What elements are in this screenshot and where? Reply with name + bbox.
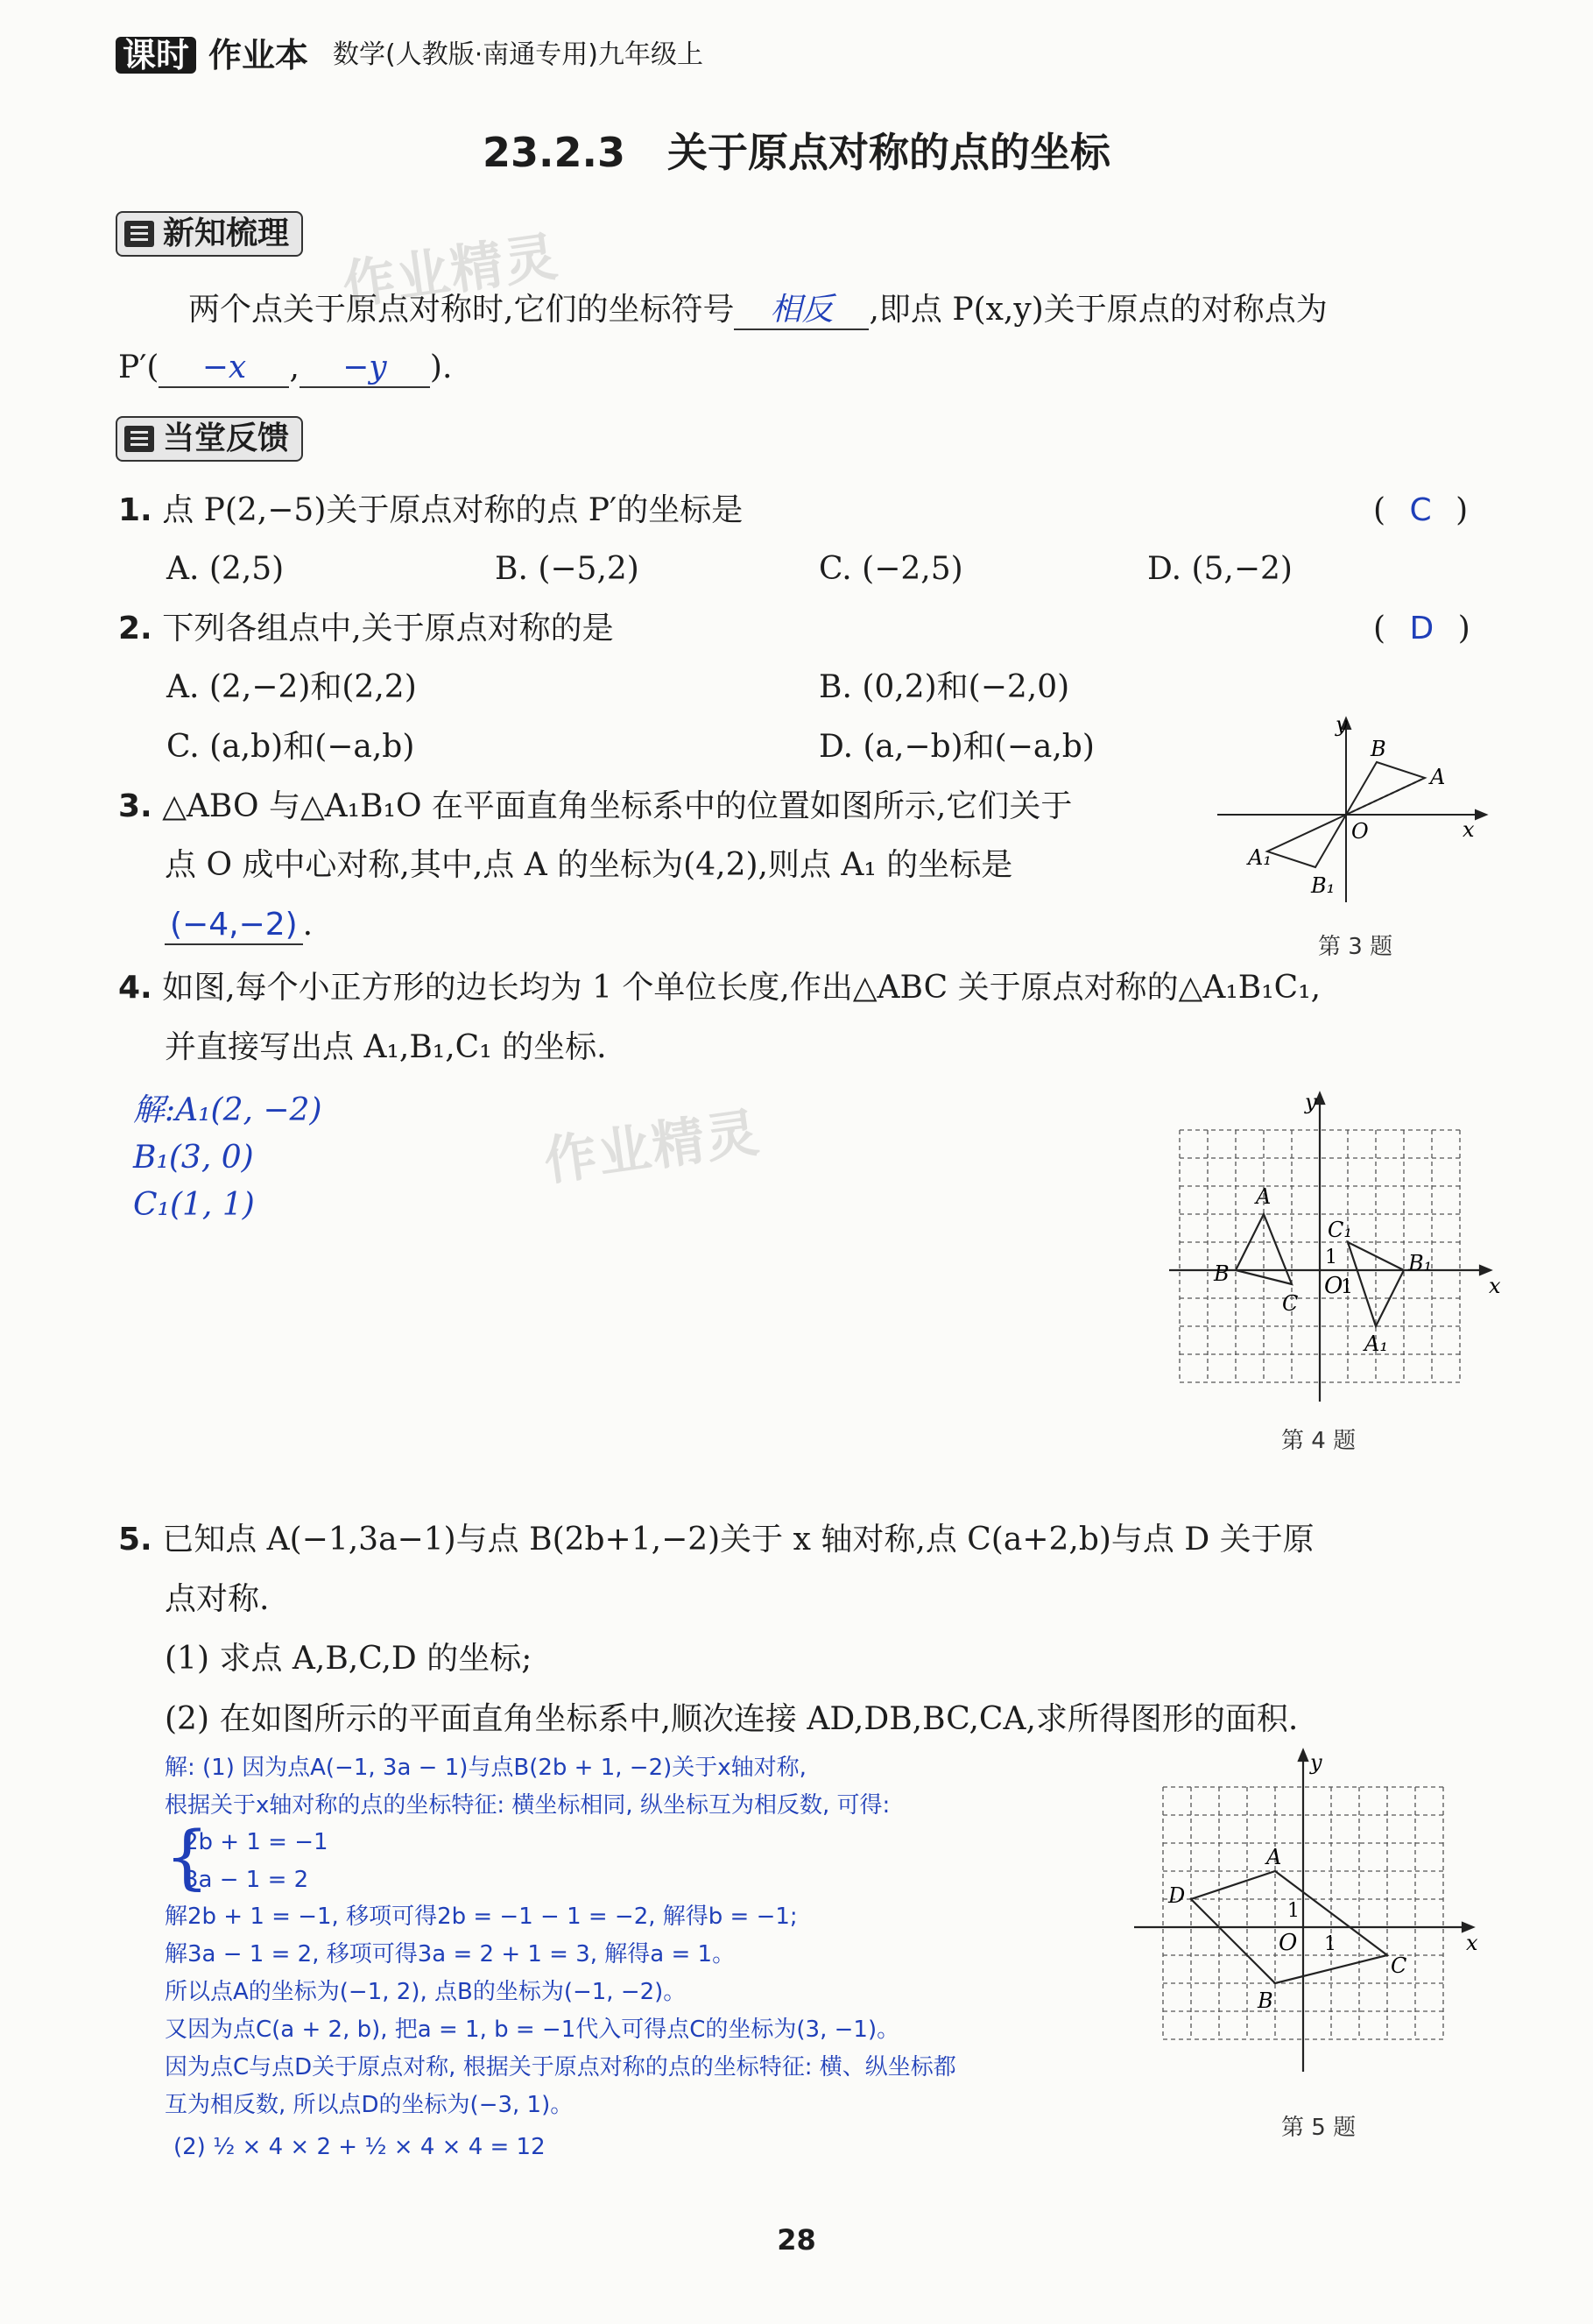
point-a-label: A: [1430, 765, 1446, 789]
solution-line-9: 因为点C与点D关于原点对称, 根据关于原点对称的点的坐标特征: 横、纵坐标都: [165, 2054, 956, 2080]
equation-brace: {: [165, 1816, 209, 1897]
equation-2: 3a − 1 = 2: [184, 1867, 309, 1893]
equation-1: 2b + 1 = −1: [184, 1829, 328, 1855]
origin-label: O: [1351, 819, 1369, 844]
question-4-line-1: 4. 如图,每个小正方形的边长均为 1 个单位长度,作出△ABC 关于原点对称的△A₁B₁C₁,: [118, 970, 1322, 1006]
point-b-label: B: [1258, 1988, 1273, 2013]
blank-y: −y: [300, 349, 430, 388]
answer-2: D: [1409, 611, 1434, 646]
question-3-line-1: 3. △ABO 与△A₁B₁O 在平面直角坐标系中的位置如图所示,它们关于: [118, 788, 1073, 824]
question-5-line-1: 5. 已知点 A(−1,3a−1)与点 B(2b+1,−2)关于 x 轴对称,点 C(a+2,b)与点 D 关于原: [118, 1522, 1315, 1558]
pencil-icon: [124, 426, 154, 452]
solution-line-8: 又因为点C(a + 2, b), 把a = 1, b = −1代入可得点C的坐标为(3, −1)。: [165, 2017, 900, 2043]
figure-3-caption: 第 3 题: [1318, 934, 1393, 960]
answer-4-a1: 解:A₁(2, −2): [133, 1092, 322, 1128]
point-c-label: C: [1391, 1953, 1407, 1978]
page-number: 28: [777, 2223, 816, 2257]
solution-line-7: 所以点A的坐标为(−1, 2), 点B的坐标为(−1, −2)。: [165, 1979, 687, 2005]
point-b-label: B: [1371, 737, 1386, 761]
point-c1-label: C₁: [1328, 1218, 1352, 1242]
question-2-answer-box: ( D ): [1373, 611, 1470, 646]
question-2: 2. 下列各组点中,关于原点对称的是: [118, 611, 614, 646]
axis-label-x: x: [1466, 1931, 1478, 1955]
q1-option-a: A. (2,5): [166, 551, 285, 587]
q1-option-b: B. (−5,2): [495, 551, 639, 587]
book-name: 作业本: [208, 36, 309, 74]
y-axis-arrow: [1299, 1750, 1308, 1761]
watermark: 作业精灵: [339, 226, 563, 317]
blank-sign: 相反: [734, 291, 869, 330]
solution-line-10: 互为相反数, 所以点D的坐标为(−3, 1)。: [165, 2092, 574, 2118]
q2-option-c: C. (a,b)和(−a,b): [166, 729, 415, 765]
unit-label-x: 1: [1324, 1933, 1336, 1955]
figure-4-caption: 第 4 题: [1281, 1428, 1357, 1454]
point-a1-label: A₁: [1248, 845, 1272, 870]
section-tag-review: 新知梳理: [116, 211, 303, 257]
x-axis-arrow: [1476, 810, 1486, 819]
figure-5-caption: 第 5 题: [1281, 2115, 1357, 2141]
solution-line-5: 解2b + 1 = −1, 移项可得2b = −1 − 1 = −2, 解得b = −1;: [165, 1904, 798, 1930]
point-c-label: C: [1282, 1291, 1299, 1316]
point-b1-label: B₁: [1311, 873, 1336, 898]
question-1: 1. 点 P(2,−5)关于原点对称的点 P′的坐标是: [118, 492, 744, 528]
answer-3: (−4,−2): [165, 906, 303, 945]
triangle-abo: [1346, 762, 1425, 815]
point-a-label: A: [1256, 1184, 1272, 1209]
solution-line-6: 解3a − 1 = 2, 移项可得3a = 2 + 1 = 3, 解得a = 1。: [165, 1941, 736, 1967]
q2-option-a: A. (2,−2)和(2,2): [166, 669, 417, 705]
axis-label-y: y: [1336, 712, 1348, 737]
question-5-part-2: (2) 在如图所示的平面直角坐标系中,顺次连接 AD,DB,BC,CA,求所得图形的面积.: [165, 1701, 1299, 1737]
q1-option-d: D. (5,−2): [1147, 551, 1293, 587]
axis-label-y: y: [1310, 1750, 1322, 1775]
q2-option-b: B. (0,2)和(−2,0): [819, 669, 1070, 705]
question-3-line-2: 点 O 成中心对称,其中,点 A 的坐标为(4,2),则点 A₁ 的坐标是: [165, 847, 1013, 883]
axis-label-x: x: [1489, 1274, 1501, 1298]
point-a1-label: A₁: [1364, 1332, 1388, 1356]
section-tag-feedback: 当堂反馈: [116, 416, 303, 462]
solution-line-11: (2) ½ × 4 × 2 + ½ × 4 × 4 = 12: [173, 2134, 546, 2160]
figure-3: [1213, 714, 1489, 911]
point-b-label: B: [1214, 1261, 1230, 1286]
page-title: 23.2.3 关于原点对称的点的坐标: [482, 129, 1111, 176]
book-subtitle: 数学(人教版·南通专用)九年级上: [333, 39, 703, 70]
brand-logo: 课时: [116, 37, 196, 74]
answer-4-b1: B₁(3, 0): [133, 1140, 254, 1176]
solution-line-1: 解: (1) 因为点A(−1, 3a − 1)与点B(2b + 1, −2)关于x轴对称,: [165, 1755, 807, 1781]
answer-1: C: [1409, 492, 1432, 528]
question-5-line-2: 点对称.: [165, 1581, 270, 1617]
figure-5: [1130, 1743, 1476, 2085]
unit-label-y: 1: [1287, 1900, 1300, 1922]
question-4-line-2: 并直接写出点 A₁,B₁,C₁ 的坐标.: [165, 1029, 607, 1065]
unit-label-y: 1: [1325, 1247, 1337, 1268]
figure-4: [1165, 1086, 1506, 1410]
q1-option-c: C. (−2,5): [819, 551, 963, 587]
notebook-icon: [124, 221, 154, 247]
axis-label-y: y: [1305, 1090, 1317, 1114]
q2-option-d: D. (a,−b)和(−a,b): [819, 729, 1095, 765]
triangle-a1b1o: [1267, 815, 1346, 867]
axis-label-x: x: [1463, 817, 1475, 842]
unit-label-x: 1: [1341, 1276, 1353, 1298]
review-line-2: P′( −x , −y ).: [118, 349, 452, 388]
segment-oa: [1346, 778, 1425, 815]
watermark-2: 作业精灵: [540, 1102, 765, 1193]
blank-x: −x: [159, 349, 289, 388]
solution-line-2: 根据关于x轴对称的点的坐标特征: 横坐标相同, 纵坐标互为相反数, 可得:: [165, 1792, 891, 1819]
point-b1-label: B₁: [1408, 1251, 1433, 1275]
origin-label: O: [1324, 1273, 1343, 1299]
header: [116, 37, 703, 74]
point-a-label: A: [1266, 1845, 1282, 1869]
question-1-answer-box: ( C ): [1373, 492, 1469, 528]
review-line-1: 两个点关于原点对称时,它们的坐标符号 相反 ,即点 P(x,y)关于原点的对称点为: [188, 291, 1328, 330]
question-3-answer: (−4,−2) .: [165, 906, 313, 945]
point-d-label: D: [1168, 1883, 1186, 1908]
answer-4-c1: C₁(1, 1): [133, 1187, 255, 1223]
origin-label: O: [1279, 1930, 1298, 1956]
question-5-part-1: (1) 求点 A,B,C,D 的坐标;: [165, 1641, 532, 1677]
